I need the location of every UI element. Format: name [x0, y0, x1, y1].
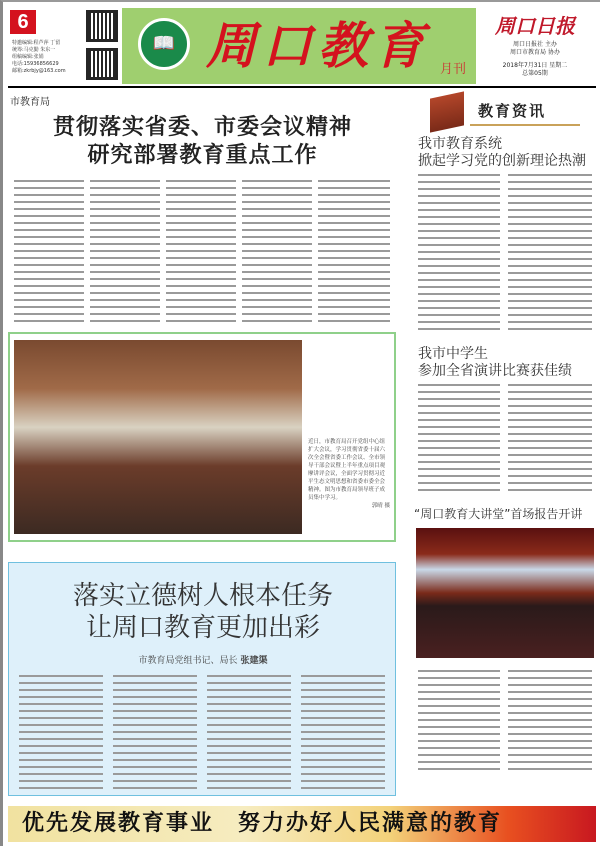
story-headline: 我市中学生: [418, 346, 488, 362]
issue: 总第05期: [522, 70, 548, 77]
feature-box: [8, 562, 396, 796]
credit-line: 邮箱:zkrbjy@163.com: [12, 68, 66, 74]
credit-line: 统筹:马克勤 朱东一: [12, 47, 56, 53]
photo-box: [8, 332, 396, 542]
article-column: [301, 675, 385, 791]
headline: 贯彻落实省委、市委会议精神: [52, 115, 352, 140]
article-column: [508, 670, 592, 770]
divider: [470, 124, 580, 126]
date: 2018年7月31日 星期二: [502, 62, 568, 69]
co-publisher: 周口市教育局 协办: [510, 49, 560, 56]
story-headline: “周口教育大讲堂”首场报告开讲: [414, 507, 583, 521]
slogan-banner: 优先发展教育事业 努力办好人民满意的教育: [8, 806, 596, 842]
article-column: [418, 670, 500, 770]
caption-text: 近日，市教育局召开党组中心组扩大会议，学习贯彻省委十届六次全会暨省委工作会议、全市领导干部会议暨上半年重点项目观摩讲评会议，全面学习贯彻习近平生态文明思想和省委市委全会精神。图为市教育局领导班子成员集中学习。: [308, 439, 386, 501]
meeting-photo: [14, 340, 302, 534]
byline-name: 张建渠: [240, 656, 268, 666]
column-title: 教育资讯: [478, 102, 547, 120]
credit-line: 电话:15936856629: [12, 61, 59, 67]
byline: [9, 653, 397, 666]
byline-role: 市教育局党组书记、局长: [138, 656, 238, 666]
article-column: [418, 174, 500, 330]
story-headline: 我市教育系统: [418, 136, 502, 152]
article-column: [418, 384, 500, 494]
photo-caption: [308, 438, 390, 510]
photo-credit: 郭晴 摄: [371, 503, 390, 509]
book-emblem-icon: 📖: [138, 18, 190, 70]
article-column: [113, 675, 197, 791]
story-headline: 参加全省演讲比赛获佳绩: [418, 363, 572, 379]
masthead-suffix: 月刊: [440, 62, 467, 77]
headline: 研究部署教育重点工作: [87, 143, 318, 168]
feature-headline: 让周口教育更加出彩: [85, 613, 320, 643]
article-column: [90, 180, 160, 326]
section-label: 市教育局: [10, 97, 50, 108]
publisher: 周口日报社 主办: [513, 41, 557, 48]
page-number: 6: [10, 10, 36, 34]
article-column: [318, 180, 390, 326]
qr-code-icon: [86, 48, 118, 80]
masthead-title: 周口教育: [206, 16, 430, 75]
story-headline: 掀起学习党的创新理论热潮: [418, 153, 586, 169]
credits: [12, 40, 66, 75]
feature-headline: 落实立德树人根本任务: [72, 581, 333, 611]
lecture-photo: [416, 528, 594, 658]
article-column: [19, 675, 103, 791]
article-column: [166, 180, 236, 326]
article-column: [508, 384, 592, 494]
divider: [8, 86, 596, 88]
article-column: [508, 174, 592, 330]
credit-line: 组稿编辑:张娟: [12, 54, 44, 60]
article-column: [14, 180, 84, 326]
paper-name: 周口日报: [495, 14, 575, 38]
qr-code-icon: [86, 10, 118, 42]
books-icon: [430, 91, 464, 132]
article-column: [207, 675, 291, 791]
credit-line: 特邀编辑:程芦萍 丁留: [12, 40, 61, 46]
article-column: [242, 180, 312, 326]
masthead-banner: [122, 8, 476, 84]
publisher-block: [480, 10, 590, 78]
